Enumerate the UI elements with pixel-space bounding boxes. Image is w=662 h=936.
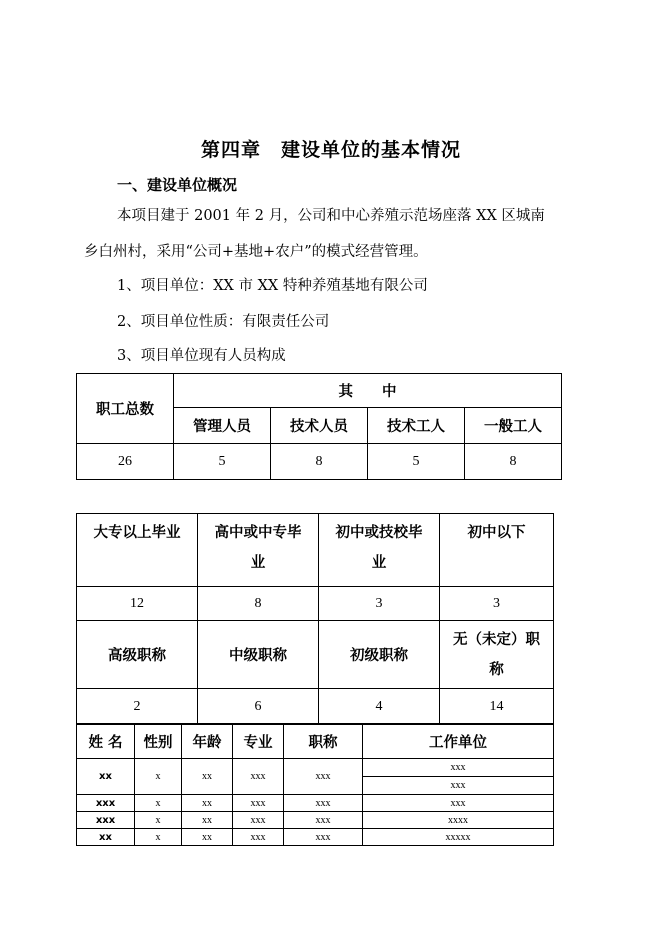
person-gender: x	[135, 812, 182, 829]
person-title: xxx	[284, 829, 363, 846]
staff-total-value: 26	[77, 444, 174, 480]
person-name: xx	[77, 759, 135, 795]
col-technical-workers: 技术工人	[368, 408, 465, 444]
person-title: xxx	[284, 812, 363, 829]
edu-college-value: 12	[77, 587, 198, 621]
person-major: xxx	[233, 759, 284, 795]
person-age: xx	[182, 759, 233, 795]
title-junior-header: 初级职称	[319, 621, 440, 689]
title-none-value: 14	[440, 689, 554, 725]
edu-middleschool-value: 3	[319, 587, 440, 621]
staff-group-header: 其 中	[174, 374, 562, 408]
header-gender: 性别	[135, 724, 182, 759]
staff-table	[76, 373, 562, 480]
col-management: 管理人员	[174, 408, 271, 444]
title-intermediate-header: 中级职称	[198, 621, 319, 689]
item-staff-composition: 3、项目单位现有人员构成	[117, 348, 286, 364]
chapter-title: 第四章 建设单位的基本情况	[200, 139, 461, 161]
person-title: xxx	[284, 795, 363, 812]
staff-total-header: 职工总数	[77, 374, 174, 444]
table-row	[77, 759, 554, 777]
person-name: xxx	[77, 795, 135, 812]
person-gender: x	[135, 829, 182, 846]
person-age: xx	[182, 795, 233, 812]
col-technical-staff: 技术人员	[271, 408, 368, 444]
intro-line-2: 乡白州村，采用“公司+基地+农户”的模式经营管理。	[84, 244, 428, 260]
header-work-unit: 工作单位	[363, 724, 554, 759]
title-none-header: 无（未定）职称	[440, 621, 554, 689]
general-workers-value: 8	[465, 444, 562, 480]
person-gender: x	[135, 795, 182, 812]
header-title: 职称	[284, 724, 363, 759]
title-junior-value: 4	[319, 689, 440, 725]
header-name: 姓 名	[77, 724, 135, 759]
intro-line-1: 本项目建于 2001 年 2 月，公司和中心养殖示范场座落 XX 区城南	[117, 208, 545, 224]
item-project-unit: 1、项目单位：XX 市 XX 特种养殖基地有限公司	[117, 278, 428, 294]
person-work-unit: xxx	[363, 777, 554, 795]
section-heading: 一、建设单位概况	[117, 176, 238, 194]
person-major: xxx	[233, 795, 284, 812]
person-name: xxx	[77, 812, 135, 829]
edu-highschool-value: 8	[198, 587, 319, 621]
person-major: xxx	[233, 812, 284, 829]
person-work-unit: xxxx	[363, 812, 554, 829]
person-table	[76, 723, 554, 846]
table-row	[77, 795, 554, 812]
edu-middleschool-header: 初中或技校毕业	[319, 514, 440, 587]
header-age: 年龄	[182, 724, 233, 759]
title-intermediate-value: 6	[198, 689, 319, 725]
edu-college-header: 大专以上毕业	[77, 514, 198, 587]
title-senior-value: 2	[77, 689, 198, 725]
person-age: xx	[182, 829, 233, 846]
education-table	[76, 513, 554, 725]
edu-below-value: 3	[440, 587, 554, 621]
table-row	[77, 829, 554, 846]
edu-below-header: 初中以下	[440, 514, 554, 587]
person-age: xx	[182, 812, 233, 829]
person-work-unit: xxxxx	[363, 829, 554, 846]
table-row	[77, 812, 554, 829]
person-gender: x	[135, 759, 182, 795]
management-value: 5	[174, 444, 271, 480]
header-major: 专业	[233, 724, 284, 759]
person-title: xxx	[284, 759, 363, 795]
item-unit-nature: 2、项目单位性质：有限责任公司	[117, 314, 330, 330]
person-name: xx	[77, 829, 135, 846]
col-general-workers: 一般工人	[465, 408, 562, 444]
technical-workers-value: 5	[368, 444, 465, 480]
technical-staff-value: 8	[271, 444, 368, 480]
person-work-unit: xxx	[363, 759, 554, 777]
edu-highschool-header: 高中或中专毕业	[198, 514, 319, 587]
person-work-unit: xxx	[363, 795, 554, 812]
person-major: xxx	[233, 829, 284, 846]
title-senior-header: 高级职称	[77, 621, 198, 689]
